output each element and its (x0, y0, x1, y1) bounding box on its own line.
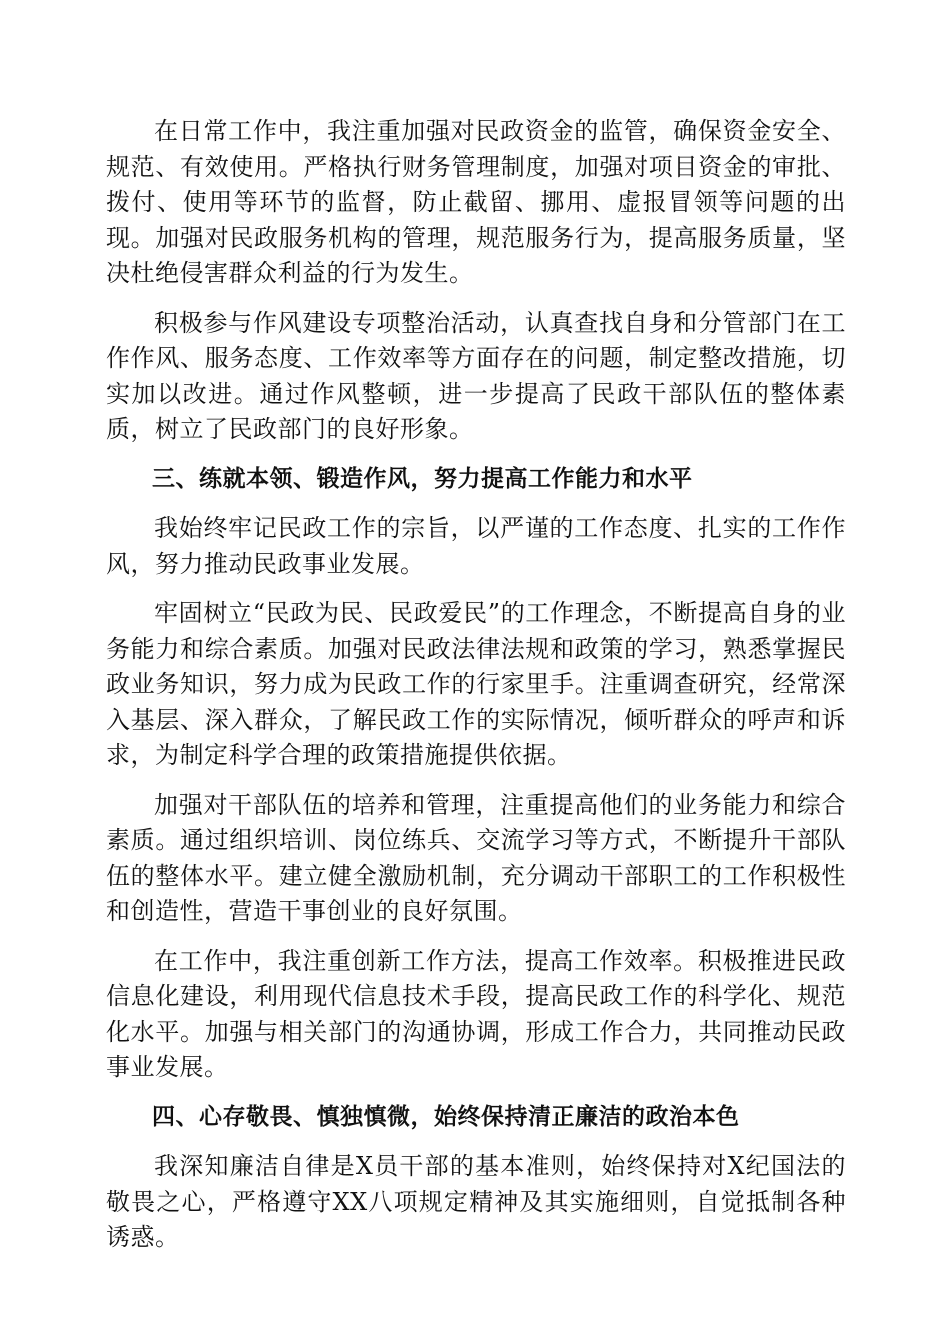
paragraph-integrity: 我深知廉洁自律是X员干部的基本准则，始终保持对X纪国法的敬畏之心，严格遵守XX八项规定精神及其实施细则，自觉抵制各种诱惑。 (106, 1152, 846, 1251)
paragraph-fund-supervision: 在日常工作中，我注重加强对民政资金的监管，确保资金安全、规范、有效使用。严格执行财务管理制度，加强对项目资金的审批、拨付、使用等环节的监督，防止截留、挪用、虚报冒领等问题的出现。加强对民政服务机构的管理，规范服务行为，提高服务质量，坚决杜绝侵害群众利益的行为发生。 (106, 117, 846, 287)
section-heading-four: 四、心存敬畏、慎独慎微，始终保持清正廉洁的政治本色 (152, 1103, 740, 1130)
paragraph-purpose: 我始终牢记民政工作的宗旨，以严谨的工作态度、扎实的工作作风，努力推动民政事业发展。 (106, 514, 846, 578)
paragraph-work-style-rectification: 积极参与作风建设专项整治活动，认真查找自身和分管部门在工作作风、服务态度、工作效率等方面存在的问题，制定整改措施，切实加以改进。通过作风整顿，进一步提高了民政干部队伍的整体素质，树立了民政部门的良好形象。 (106, 308, 846, 443)
paragraph-cadre-training: 加强对干部队伍的培养和管理，注重提高他们的业务能力和综合素质。通过组织培训、岗位练兵、交流学习等方式，不断提升干部队伍的整体水平。建立健全激励机制，充分调动干部职工的工作积极性和创造性，营造干事创业的良好氛围。 (106, 790, 846, 925)
section-heading-three: 三、练就本领、锻造作风，努力提高工作能力和水平 (152, 465, 693, 492)
paragraph-innovation: 在工作中，我注重创新工作方法，提高工作效率。积极推进民政信息化建设，利用现代信息技术手段，提高民政工作的科学化、规范化水平。加强与相关部门的沟通协调，形成工作合力，共同推动民政事业发展。 (106, 946, 846, 1081)
paragraph-work-philosophy: 牢固树立“民政为民、民政爱民”的工作理念，不断提高自身的业务能力和综合素质。加强对民政法律法规和政策的学习，熟悉掌握民政业务知识，努力成为民政工作的行家里手。注重调查研究，经常深入基层、深入群众，了解民政工作的实际情况，倾听群众的呼声和诉求，为制定科学合理的政策措施提供依据。 (106, 599, 846, 769)
